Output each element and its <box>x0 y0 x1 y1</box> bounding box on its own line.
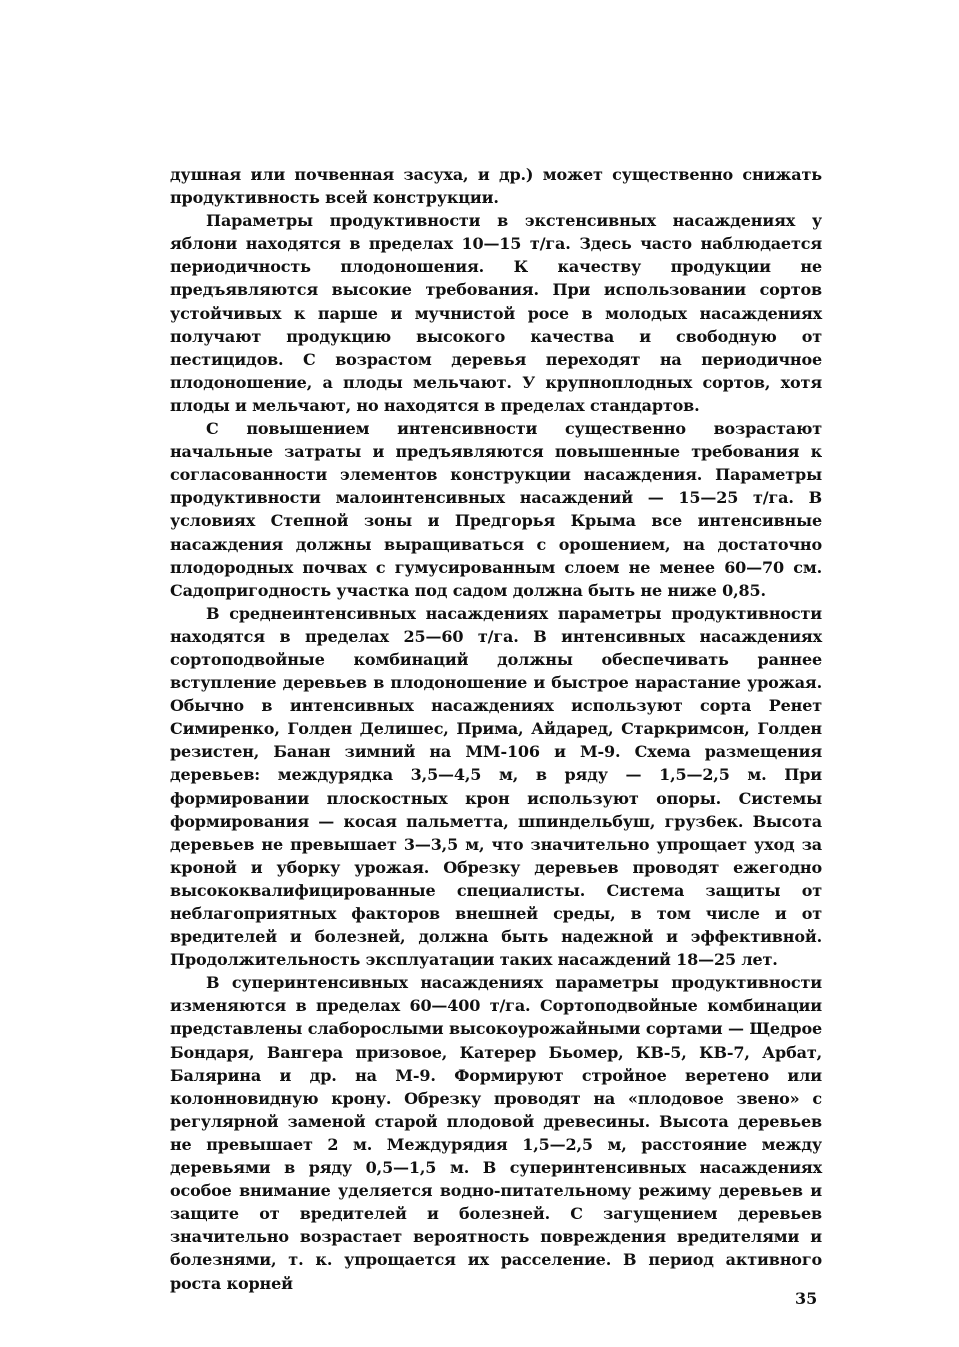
paragraph: В среднеинтенсивных насаждениях параметры продуктивности находятся в пределах 25—60 т/га. В интенсивных насаждениях сортоподвойные комбинаций должны обеспечивать раннее вступление деревьев в плодоношение и быстрое нарастание урожая. Обычно в интенсивных насаждениях используют сорта Ренет Симиренко, Голден Делишес, Прима, Айдаред, Старкримсон, Голден резистен, Банан зимний на ММ-106 и М-9. Схема размещения деревьев: междурядка 3,5—4,5 м, в ряду — 1,5—2,5 м. При формировании плоскостных крон используют опоры. Системы формирования — косая пальметта, шпиндельбуш, груз6ек. Высота деревьев не превышает 3—3,5 м, что значительно упрощает уход за кроной и уборку урожая. Обрезку деревьев проводят ежегодно высококвалифицированные специалисты. Система защиты от неблагоприятных факторов внешней среды, в том числе и от вредителей и болезней, должна быть надежной и эффективной. Продолжительность эксплуатации таких насаждений 18—25 лет. <box>170 603 822 970</box>
paragraph: С повышением интенсивности существенно возрастают начальные затраты и предъявляются повышенные требования к согласованности элементов конструкции насаждения. Параметры продуктивности малоинтенсивных насаждений — 15—25 т/га. В условиях Степной зоны и Предгорья Крыма все интенсивные насаждения должны выращиваться с орошением, на достаточно плодородных почвах с гумусированным слоем не менее 60—70 см. Садопригодность участка под садом должна быть не ниже 0,85. <box>170 419 822 600</box>
body-text <box>170 163 822 1295</box>
page-number: 35 <box>795 1289 818 1308</box>
paragraph: Параметры продуктивности в экстенсивных насаждениях у яблони находятся в пределах 10—15 т/га. Здесь часто наблюдается периодичность плодоношения. К качеству продукции не предъявляются высокие требования. При использовании сортов устойчивых к парше и мучнистой росе в молодых насаждениях получают продукцию высокого качества и свободную от пестицидов. С возрастом деревья переходят на периодичное плодоношение, а плоды мельчают. У крупноплодных сортов, хотя плоды и мельчают, но находятся в пределах стандартов. <box>170 211 822 415</box>
paragraph: В суперинтенсивных насаждениях параметры продуктивности изменяются в пределах 60—400 т/га. Сортоподвойные комбинации представлены слаборослыми высокоурожайными сортами — Щедрое Бондаря, Вангера призовое, Катерер Бьомер, КВ-5, КВ-7, Арбат, Балярина и др. на М-9. Формируют стройное веретено или колонновидную крону. Обрезку проводят на «плодовое звено» с регулярной заменой старой плодовой древесины. Высота деревьев не превышает 2 м. Междурядия 1,5—2,5 м, расстояние между деревьями в ряду 0,5—1,5 м. В суперинтенсивных насаждениях особое внимание уделяется водно-питательному режиму деревьев и защите от вредителей и болезней. С загущением деревьев значительно возрастает вероятность повреждения вредителями и болезнями, т. к. упрощается их расселение. В период активного роста корней <box>170 973 822 1293</box>
paragraph: душная или почвенная засуха, и др.) может существенно снижать продуктивность всей конструкции. <box>170 165 822 208</box>
